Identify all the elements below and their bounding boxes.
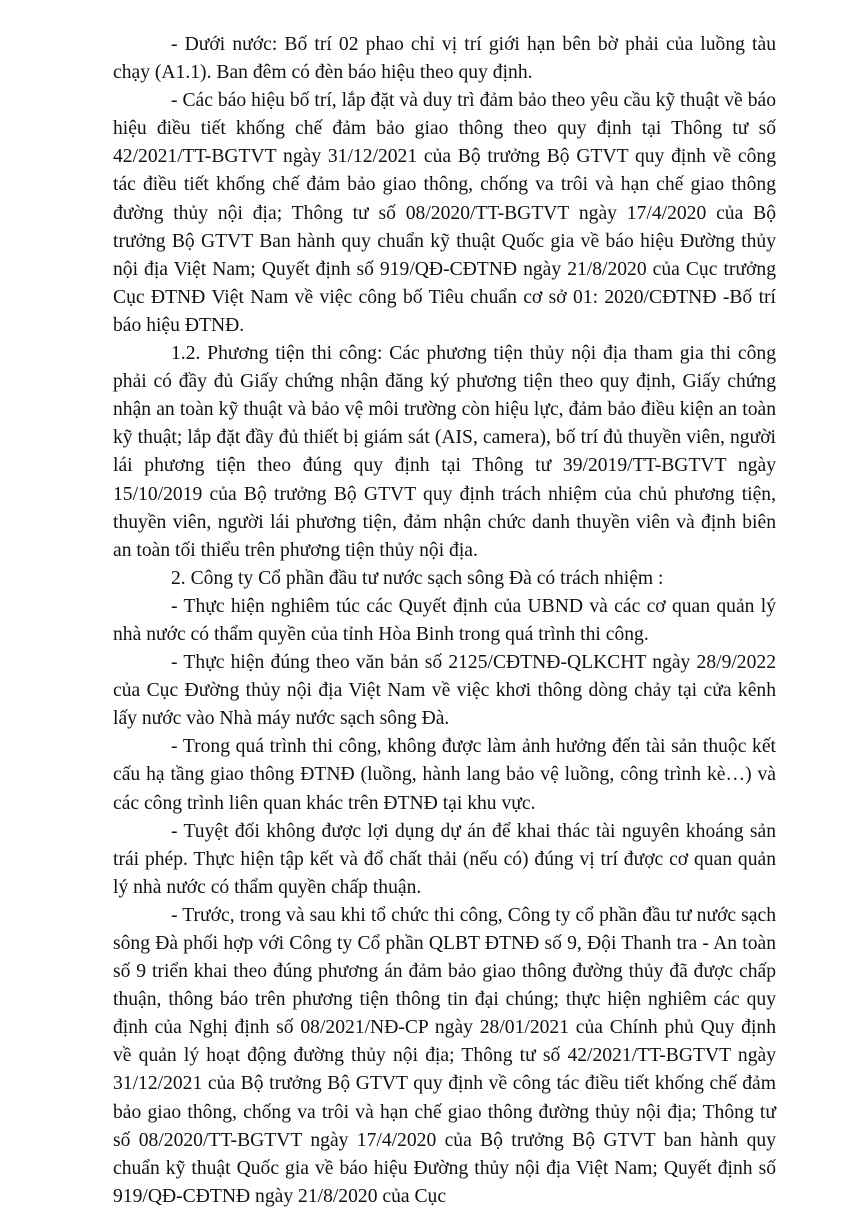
paragraph-no-illegal-mining: - Tuyệt đối không được lợi dụng dự án để khai thác tài nguyên khoáng sản trái phép. Thực hiện tập kết và đổ chất thải (nếu có) đúng vị trí được cơ quan quản lý nhà nước có thẩm quyền chấp thuận. xyxy=(113,820,776,898)
paragraph-construction-vessels: 1.2. Phương tiện thi công: Các phương tiện thủy nội địa tham gia thi công phải có đầy đủ Giấy chứng nhận đăng ký phương tiện theo quy định, Giấy chứng nhận an toàn kỹ thuật và bảo vệ môi trường còn hiệu lực, đảm bảo điều kiện an toàn kỹ thuật; lắp đặt đầy đủ thiết bị giám sát (AIS, camera), bố trí đủ thuyền viên, người lái phương tiện theo đúng quy định tại Thông tư 39/2019/TT-BGTVT ngày 15/10/2019 của Bộ trưởng Bộ GTVT quy định trách nhiệm của chủ phương tiện, thuyền viên, người lái phương tiện, đảm nhận chức danh thuyền viên và định biên an toàn tối thiểu trên phương tiện thủy nội địa. xyxy=(113,343,776,561)
paragraph-comply-decisions: - Thực hiện nghiêm túc các Quyết định của UBND và các cơ quan quản lý nhà nước có thẩm quyền của tỉnh Hòa Binh trong quá trình thi công. xyxy=(113,595,776,645)
section-heading-company-responsibility: 2. Công ty Cổ phần đầu tư nước sạch sông Đà có trách nhiệm : xyxy=(171,567,664,589)
document-page xyxy=(113,31,776,1211)
paragraph-underwater-buoys: - Dưới nước: Bố trí 02 phao chỉ vị trí giới hạn bên bờ phải của luồng tàu chạy (A1.1). Ban đêm có đèn báo hiệu theo quy định. xyxy=(113,34,776,84)
paragraph-no-impact-infrastructure: - Trong quá trình thi công, không được làm ảnh hưởng đến tài sản thuộc kết cấu hạ tầng giao thông ĐTNĐ (luồng, hành lang bảo vệ luồng, công trình kè…) và các công trình liên quan khác trên ĐTNĐ tại khu vực. xyxy=(113,736,776,814)
paragraph-signal-requirements: - Các báo hiệu bố trí, lắp đặt và duy trì đảm bảo theo yêu cầu kỹ thuật về báo hiệu điều tiết khống chế đảm bảo giao thông theo quy định tại Thông tư số 42/2021/TT-BGTVT ngày 31/12/2021 của Bộ trưởng Bộ GTVT quy định về công tác điều tiết khống chế đảm bảo giao thông, chống va trôi và hạn chế giao thông đường thủy nội địa; Thông tư số 08/2020/TT-BGTVT ngày 17/4/2020 của Bộ trưởng Bộ GTVT Ban hành quy chuẩn kỹ thuật Quốc gia về báo hiệu Đường thủy nội địa Việt Nam; Quyết định số 919/QĐ-CĐTNĐ ngày 21/8/2020 của Cục trưởng Cục ĐTNĐ Việt Nam về việc công bố Tiêu chuẩn cơ sở 01: 2020/CĐTNĐ -Bố trí báo hiệu ĐTNĐ. xyxy=(113,90,776,336)
paragraph-coordination: - Trước, trong và sau khi tổ chức thi công, Công ty cổ phần đầu tư nước sạch sông Đà phối hợp với Công ty Cổ phần QLBT ĐTNĐ số 9, Đội Thanh tra - An toàn số 9 triển khai theo đúng phương án đảm bảo giao thông đường thủy đã được chấp thuận, thông báo trên phương tiện thông tin đại chúng; thực hiện nghiêm các quy định của Nghị định số 08/2021/NĐ-CP ngày 28/01/2021 của Chính phủ Quy định về quản lý hoạt động đường thủy nội địa; Thông tư số 42/2021/TT-BGTVT ngày 31/12/2021 của Bộ trưởng Bộ GTVT quy định về công tác điều tiết khống chế đảm bảo giao thông, chống va trôi và hạn chế giao thông đường thủy nội địa; Thông tư số 08/2020/TT-BGTVT ngày 17/4/2020 của Bộ trưởng Bộ GTVT ban hành quy chuẩn kỹ thuật Quốc gia về báo hiệu Đường thủy nội địa Việt Nam; Quyết định số 919/QĐ-CĐTNĐ ngày 21/8/2020 của Cục xyxy=(113,904,776,1207)
paragraph-document-2125: - Thực hiện đúng theo văn bản số 2125/CĐTNĐ-QLKCHT ngày 28/9/2022 của Cục Đường thủy nội địa Việt Nam về việc khơi thông dòng chảy tại cửa kênh lấy nước vào Nhà máy nước sạch sông Đà. xyxy=(113,652,776,730)
